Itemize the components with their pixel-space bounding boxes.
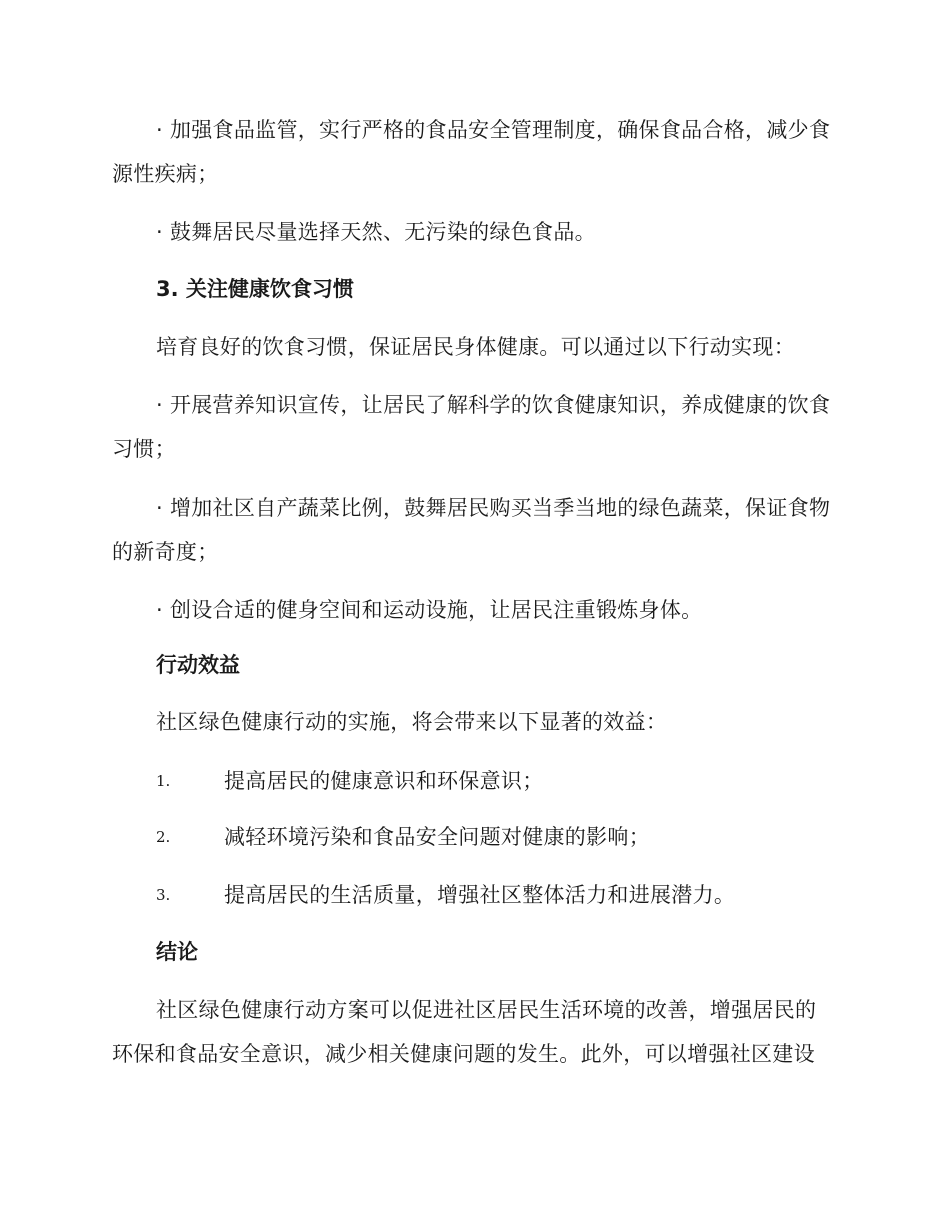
section-heading-diet: 3. 关注健康饮食习惯 — [156, 277, 354, 301]
bullet-fitness-facilities: · 创设合适的健身空间和运动设施，让居民注重锻炼身体。 — [156, 598, 703, 622]
bullet-green-food: · 鼓舞居民尽量选择天然、无污染的绿色食品。 — [156, 220, 596, 244]
list-number: 1. — [156, 772, 171, 790]
list-text: 提高居民的生活质量，增强社区整体活力和进展潜力。 — [224, 883, 736, 907]
list-number: 2. — [156, 828, 171, 846]
bullet-food-regulation: · 加强食品监管，实行严格的食品安全管理制度，确保食品合格，减少食源性疾病； — [112, 118, 831, 186]
section-heading-benefits: 行动效益 — [156, 653, 240, 677]
list-number: 3. — [156, 886, 171, 904]
list-item — [156, 880, 836, 910]
list-text: 减轻环境污染和食品安全问题对健康的影响； — [224, 825, 650, 849]
list-text: 提高居民的健康意识和环保意识； — [224, 769, 544, 793]
section-heading-conclusion: 结论 — [156, 940, 198, 964]
list-item — [156, 822, 836, 852]
bullet-nutrition-education: · 开展营养知识宣传，让居民了解科学的饮食健康知识，养成健康的饮食习惯； — [112, 393, 831, 461]
bullet-local-vegetables: · 增加社区自产蔬菜比例，鼓舞居民购买当季当地的绿色蔬菜，保证食物的新奇度； — [112, 496, 831, 564]
benefits-intro: 社区绿色健康行动的实施，将会带来以下显著的效益： — [156, 710, 668, 734]
list-item — [156, 766, 836, 796]
conclusion-text: 社区绿色健康行动方案可以促进社区居民生活环境的改善，增强居民的环保和食品安全意识，减少相关健康问题的发生。此外，可以增强社区建设 — [112, 998, 817, 1066]
section-intro-diet: 培育良好的饮食习惯，保证居民身体健康。可以通过以下行动实现： — [156, 335, 795, 359]
